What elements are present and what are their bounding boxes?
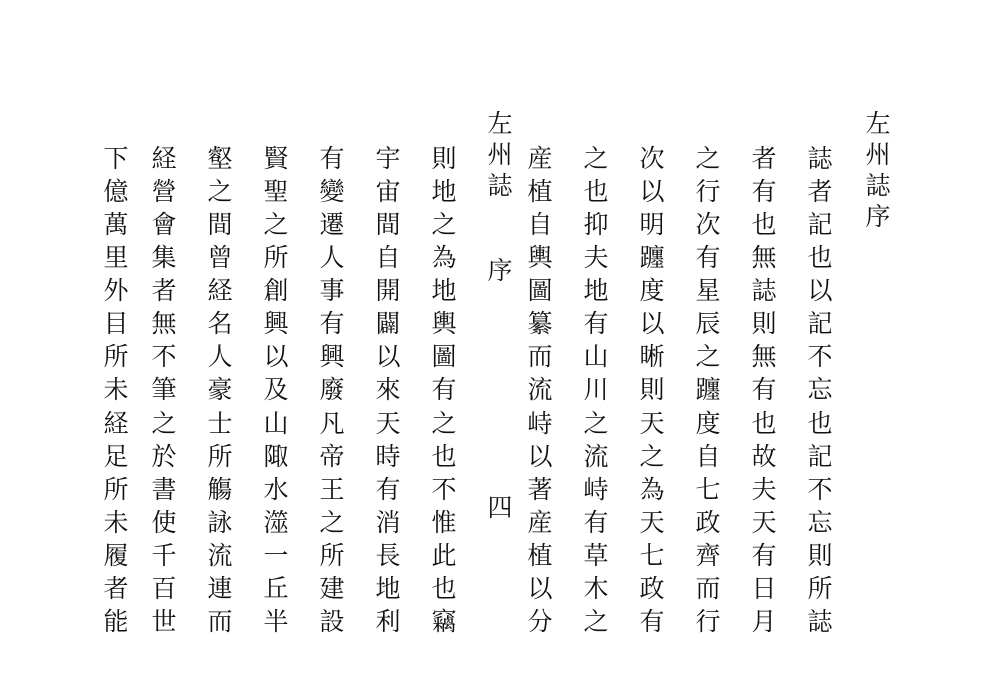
text-column: 壑 之 間 曾 経 名 人 豪 士 所 觴 詠 流 連 而 [207, 144, 233, 636]
text-column: 産 植 自 輿 圖 纂 而 流 峙 以 著 産 植 以 分 [527, 144, 553, 636]
text-column: 誌 者 記 也 以 記 不 忘 也 記 不 忘 則 所 誌 [807, 144, 833, 636]
text-column: 経 營 會 集 者 無 不 筆 之 於 書 使 千 百 世 [151, 144, 177, 636]
text-column: 則 地 之 為 地 輿 圖 有 之 也 不 惟 此 也 竊 [431, 144, 457, 636]
text-column: 賢 聖 之 所 創 興 以 及 山 陬 水 澨 一 丘 半 [263, 144, 289, 636]
margin-section: 序 [487, 256, 513, 285]
margin-title: 左 州 誌 [487, 109, 513, 200]
text-column: 宇 宙 間 自 開 闢 以 來 天 時 有 消 長 地 利 [375, 144, 401, 636]
text-column: 之 行 次 有 星 辰 之 躔 度 自 七 政 齊 而 行 [695, 144, 721, 636]
text-column: 之 也 抑 夫 地 有 山 川 之 流 峙 有 草 木 之 [583, 144, 609, 636]
text-column: 有 變 遷 人 事 有 興 廢 凡 帝 王 之 所 建 設 [319, 144, 345, 636]
text-column: 者 有 也 無 誌 則 無 有 也 故 夫 天 有 日 月 [751, 144, 777, 636]
document-title: 左 州 誌 序 [865, 109, 891, 231]
margin-page-number: 四 [487, 493, 513, 522]
text-column: 次 以 明 躔 度 以 晰 則 天 之 為 天 七 政 有 [639, 144, 665, 636]
text-column: 下 億 萬 里 外 目 所 未 経 足 所 未 履 者 能 [103, 144, 129, 636]
